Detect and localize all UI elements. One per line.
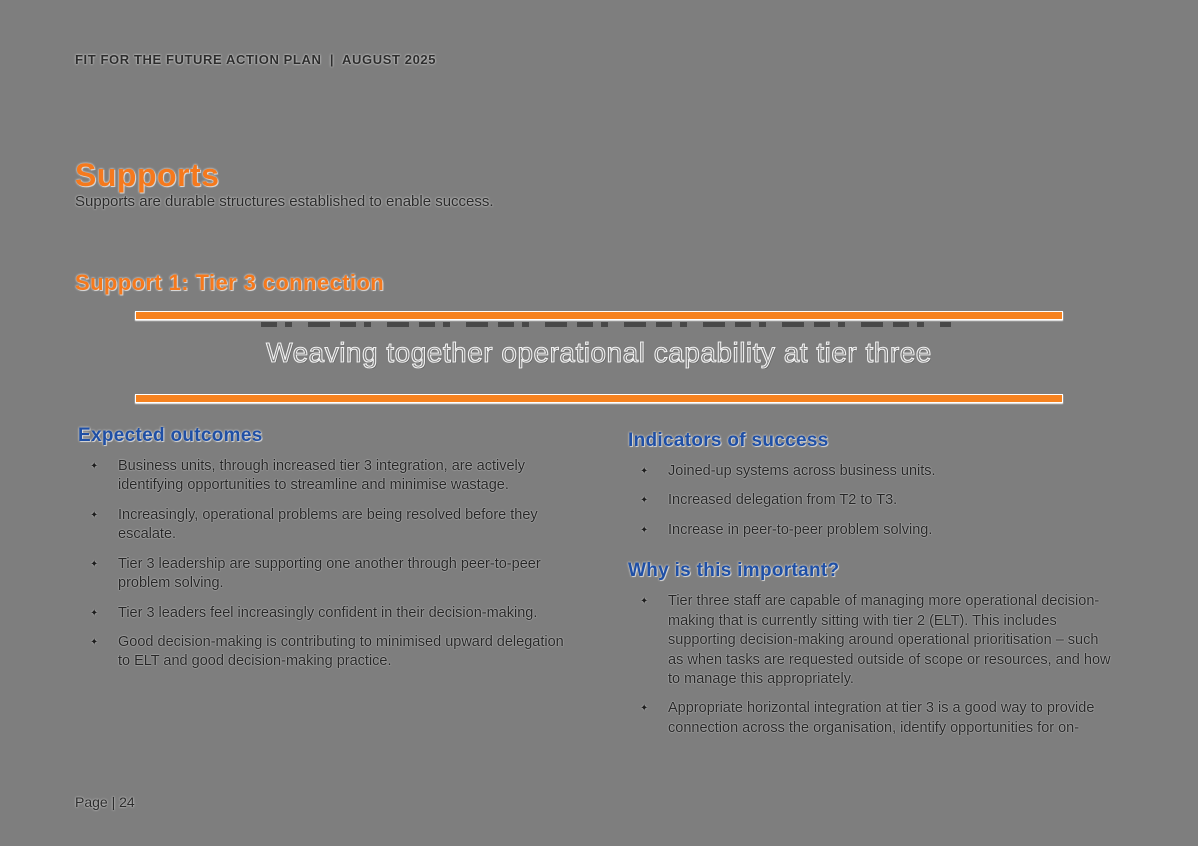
- list-item-text: Increasingly, operational problems are being resolved before they escalate.: [118, 506, 538, 543]
- list-item-text: Business units, through increased tier 3 integration, are actively identifying opportunities to streamline and minimise wastage.: [118, 458, 526, 494]
- page-subtitle: Supports are durable structures established to enable success.: [75, 193, 494, 210]
- indicators-list: [625, 462, 1115, 540]
- list-item: [625, 699, 1115, 738]
- list-item: [625, 491, 1115, 510]
- diamond-bullet-icon: ✦: [640, 703, 649, 715]
- diamond-bullet-icon: ✦: [90, 558, 99, 570]
- clipped-text-fragment: [261, 322, 951, 327]
- expected-outcomes-list: [75, 457, 570, 672]
- document-header: FIT FOR THE FUTURE ACTION PLAN | AUGUST 2025: [75, 52, 437, 67]
- list-item: [75, 633, 570, 672]
- list-item-text: Tier 3 leadership are supporting one another through peer-to-peer problem solving.: [118, 555, 541, 592]
- indicators-column: [625, 425, 1115, 748]
- expected-outcomes-heading: Expected outcomes: [78, 425, 263, 446]
- diamond-bullet-icon: ✦: [90, 509, 99, 521]
- diamond-bullet-icon: ✦: [640, 596, 649, 608]
- page-title: Supports: [75, 157, 220, 194]
- why-important-list: [625, 592, 1115, 738]
- diamond-bullet-icon: ✦: [90, 607, 99, 619]
- list-item-text: Increased delegation from T2 to T3.: [668, 492, 898, 509]
- list-item-text: Good decision-making is contributing to minimised upward delegation to ELT and good decision-making practice.: [118, 633, 564, 670]
- list-item-text: Tier 3 leaders feel increasingly confident in their decision-making.: [118, 604, 538, 621]
- page-number: Page | 24: [75, 794, 135, 810]
- diamond-bullet-icon: ✦: [640, 466, 649, 477]
- diamond-bullet-icon: ✦: [640, 495, 649, 507]
- list-item-text: Appropriate horizontal integration at tier 3 is a good way to provide connection across the organisation, identify opportunities for on-: [668, 700, 1095, 736]
- list-item: [75, 457, 570, 496]
- list-item: [625, 462, 1115, 481]
- expected-outcomes-column: [75, 425, 570, 748]
- list-item-text: Tier three staff are capable of managing more operational decision-making that is currently sitting with tier 2 (ELT). This includes supporting decision-making around operational prioritisation – such as when tasks are requested outside of scope or resources, and how to manage this appropriately.: [668, 593, 1111, 687]
- diamond-bullet-icon: ✦: [90, 461, 99, 472]
- banner-caption: Weaving together operational capability at tier three: [266, 337, 932, 368]
- list-item: [625, 521, 1115, 540]
- indicators-heading: Indicators of success: [628, 430, 829, 451]
- list-item-text: Increase in peer-to-peer problem solving.: [668, 521, 933, 538]
- diamond-bullet-icon: ✦: [640, 524, 649, 536]
- banner: [135, 311, 1063, 404]
- why-important-heading: Why is this important?: [628, 560, 840, 582]
- list-item: [75, 604, 570, 623]
- list-item: [625, 592, 1115, 689]
- diamond-bullet-icon: ✦: [90, 636, 99, 648]
- section-title: Support 1: Tier 3 connection: [75, 270, 385, 296]
- list-item: [75, 506, 570, 545]
- banner-top-bar: [135, 311, 1063, 320]
- banner-bottom-bar: [135, 394, 1063, 403]
- list-item-text: Joined-up systems across business units.: [668, 463, 936, 479]
- two-column-layout: [75, 425, 1123, 748]
- list-item: [75, 555, 570, 594]
